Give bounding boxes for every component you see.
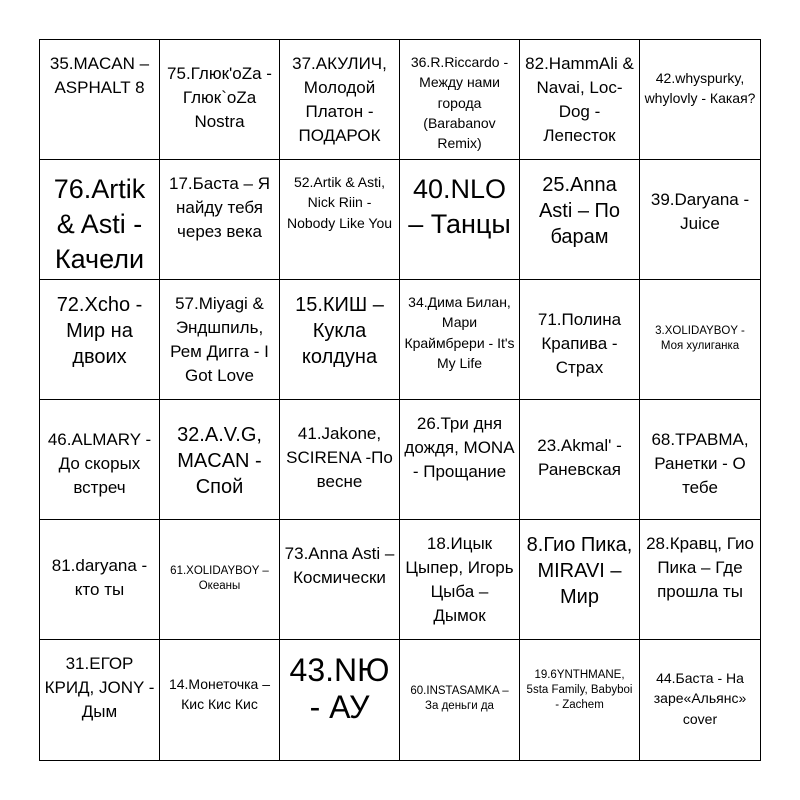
bingo-cell[interactable] bbox=[280, 40, 400, 160]
bingo-cell[interactable] bbox=[520, 400, 640, 520]
bingo-cell[interactable] bbox=[160, 280, 280, 400]
cell-text: 17.Баста – Я найду тебя через века bbox=[169, 174, 270, 242]
bingo-cell[interactable] bbox=[400, 160, 520, 280]
cell-text: 43.NЮ - АУ bbox=[289, 652, 390, 725]
cell-text: 31.ЕГОР КРИД, JONY - Дым bbox=[44, 654, 155, 722]
bingo-cell[interactable] bbox=[400, 640, 520, 760]
cell-text: 19.6YNTHMANE, 5sta Family, Babyboi - Zachem bbox=[526, 669, 633, 711]
cell-text: 76.Artik & Asti - Качели bbox=[53, 174, 146, 275]
bingo-cell[interactable] bbox=[40, 40, 160, 160]
cell-text: 39.Daryana - Juice bbox=[650, 190, 750, 234]
cell-text: 81.daryana - кто ты bbox=[51, 556, 148, 600]
bingo-cell[interactable] bbox=[280, 640, 400, 760]
cell-text: 3.XOLIDAYBOY - Моя хулиганка bbox=[655, 325, 745, 352]
bingo-cell[interactable] bbox=[160, 40, 280, 160]
bingo-cell[interactable] bbox=[520, 640, 640, 760]
bingo-cell[interactable] bbox=[400, 400, 520, 520]
bingo-cell[interactable] bbox=[640, 160, 760, 280]
cell-text: 26.Три дня дождя, MONA - Прощание bbox=[404, 414, 515, 482]
cell-text: 82.HammAli & Navai, Loc-Dog - Лепесток bbox=[525, 54, 634, 146]
bingo-cell[interactable] bbox=[280, 400, 400, 520]
bingo-cell[interactable] bbox=[40, 160, 160, 280]
cell-text: 44.Баста - На заре«Альянс» cover bbox=[653, 670, 747, 727]
bingo-cell[interactable] bbox=[640, 640, 760, 760]
cell-text: 18.Ицык Цыпер, Игорь Цыба – Дымок bbox=[405, 534, 514, 626]
cell-text: 28.Кравц, Гио Пика – Где прошла ты bbox=[646, 534, 754, 602]
bingo-grid bbox=[39, 39, 761, 761]
cell-text: 40.NLO – Танцы bbox=[408, 174, 511, 240]
cell-text: 73.Anna Asti – Космически bbox=[284, 544, 395, 588]
bingo-cell[interactable] bbox=[520, 280, 640, 400]
cell-text: 25.Anna Asti – По барам bbox=[538, 174, 621, 248]
cell-text: 32.A.V.G, MACAN - Спой bbox=[177, 424, 262, 498]
cell-text: 23.Akmal' - Раневская bbox=[537, 436, 622, 480]
bingo-cell[interactable] bbox=[520, 160, 640, 280]
bingo-cell[interactable] bbox=[280, 160, 400, 280]
bingo-cell[interactable] bbox=[280, 280, 400, 400]
bingo-cell[interactable] bbox=[160, 400, 280, 520]
cell-text: 72.Xcho - Мир на двоих bbox=[56, 294, 143, 368]
cell-text: 37.АКУЛИЧ, Молодой Платон - ПОДАРОК bbox=[292, 54, 387, 146]
cell-text: 61.XOLIDAYBOY – Океаны bbox=[170, 565, 269, 592]
cell-text: 60.INSTASAMKA – За деньги да bbox=[410, 685, 509, 712]
cell-text: 57.Miyagi & Эндшпиль, Рем Дигга - I Got Love bbox=[170, 294, 269, 386]
cell-text: 15.КИШ – Кукла колдуна bbox=[295, 294, 384, 368]
cell-text: 34.Дима Билан, Мари Краймбрери - It's My Life bbox=[404, 294, 515, 371]
cell-text: 68.ТРАВМА, Ранетки - О тебе bbox=[651, 430, 749, 498]
bingo-cell[interactable] bbox=[640, 520, 760, 640]
bingo-cell[interactable] bbox=[280, 520, 400, 640]
bingo-cell[interactable] bbox=[640, 40, 760, 160]
bingo-cell[interactable] bbox=[520, 520, 640, 640]
cell-text: 36.R.Riccardo - Между нами города (Barabanov Remix) bbox=[410, 54, 509, 152]
cell-text: 52.Artik & Asti, Nick Riin - Nobody Like You bbox=[286, 174, 393, 231]
bingo-cell[interactable] bbox=[640, 400, 760, 520]
bingo-cell[interactable] bbox=[160, 520, 280, 640]
bingo-cell[interactable] bbox=[160, 640, 280, 760]
bingo-cell[interactable] bbox=[40, 280, 160, 400]
bingo-cell[interactable] bbox=[400, 520, 520, 640]
cell-text: 8.Гио Пика, MIRAVI – Мир bbox=[526, 534, 633, 608]
bingo-cell[interactable] bbox=[640, 280, 760, 400]
cell-text: 42.whyspurky, whylovly - Какая? bbox=[644, 70, 756, 107]
bingo-cell[interactable] bbox=[400, 40, 520, 160]
bingo-cell[interactable] bbox=[160, 160, 280, 280]
bingo-cell[interactable] bbox=[400, 280, 520, 400]
cell-text: 75.Глюк'oZa - Глюк`oZa Nostra bbox=[167, 64, 272, 132]
cell-text: 46.ALMARY - До скорых встреч bbox=[47, 430, 152, 498]
cell-text: 41.Jakone, SCIRENA -По весне bbox=[286, 424, 393, 492]
bingo-cell[interactable] bbox=[40, 640, 160, 760]
bingo-cell[interactable] bbox=[520, 40, 640, 160]
cell-text: 14.Монеточка – Кис Кис Кис bbox=[168, 676, 271, 713]
cell-text: 71.Полина Крапива - Страх bbox=[537, 310, 622, 378]
bingo-cell[interactable] bbox=[40, 520, 160, 640]
bingo-cell[interactable] bbox=[40, 400, 160, 520]
cell-text: 35.MACAN – ASPHALT 8 bbox=[49, 54, 150, 98]
